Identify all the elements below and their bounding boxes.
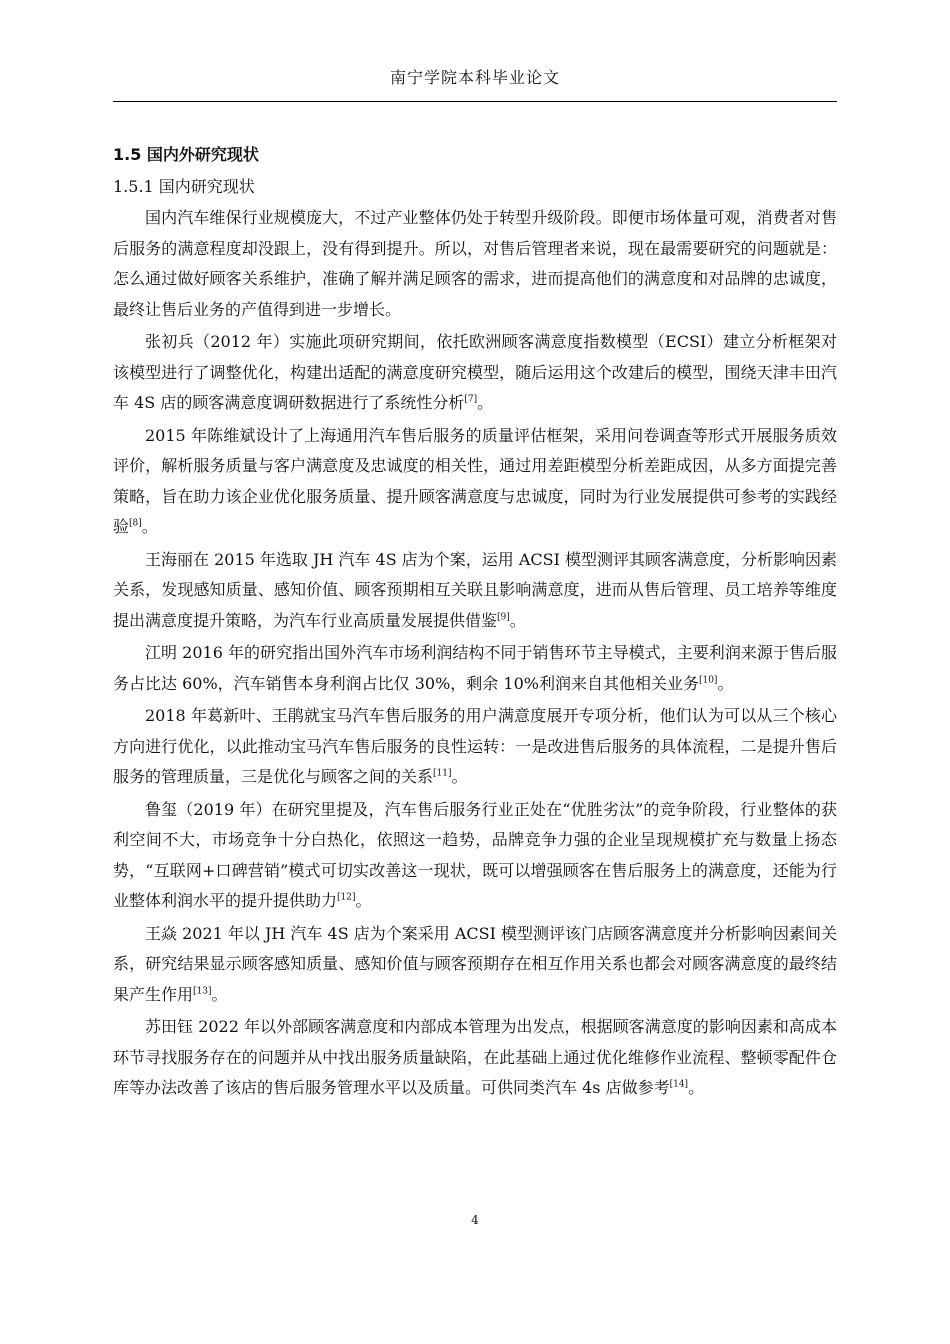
paragraph xyxy=(113,638,837,699)
header-rule xyxy=(113,101,837,102)
paragraph-tail: 。 xyxy=(451,767,468,786)
paragraph-text: 2015 年陈维斌设计了上海通用汽车售后服务的质量评估框架，采用问卷调查等形式开展服务质效评价，解析服务质量与客户满意度及忠诚度的相关性，通过用差距模型分析差距成因，从多方面提完善策略，旨在助力该企业优化服务质量、提升顾客满意度与忠诚度，同时为行业发展提供可参考的实践经验 xyxy=(113,425,837,536)
citation-ref: [14] xyxy=(669,1079,689,1090)
citation-ref: [13] xyxy=(193,986,212,997)
citation-ref: [11] xyxy=(433,768,452,779)
paragraph-tail: 。 xyxy=(509,610,526,630)
paragraph-text: 鲁玺（2019 年）在研究里提及，汽车售后服务行业正处在“优胜劣汰”的竞争阶段，行业整体的获利空间不大，市场竞争十分白热化，依照这一趋势，品牌竞争力强的企业呈现规模扩充与数量上扬态势，“互联网+口碑营销”模式可切实改善这一现状，既可以增强顾客在售后服务上的满意度，还能为行业整体利润水平的提升提供助力 xyxy=(113,799,837,910)
paragraph xyxy=(113,795,837,917)
paragraph-tail: 。 xyxy=(355,891,372,910)
paragraph-tail: 。 xyxy=(717,673,734,693)
paragraph-text: 张初兵（2012 年）实施此项研究期间，依托欧洲顾客满意度指数模型（ECSI）建立分析框架对该模型进行了调整优化，构建出适配的满意度研究模型，随后运用这个改建后的模型，围绕天津丰田汽车 4S 店的顾客满意度调研数据进行了系统性分析 xyxy=(113,332,837,412)
paragraph xyxy=(113,421,837,543)
paragraph xyxy=(113,919,837,1011)
paragraph-text: 王海丽在 2015 年选取 JH 汽车 4S 店为个案，运用 ACSI 模型测评其顾客满意度，分析影响因素关系，发现感知质量、感知价值、顾客预期相互关联且影响满意度，进而从售后管理、员工培养等维度提出满意度提升策略，为汽车行业高质量发展提供借鉴 xyxy=(113,549,837,630)
paragraph xyxy=(113,545,837,637)
paragraph-text: 苏田钰 2022 年以外部顾客满意度和内部成本管理为出发点，根据顾客满意度的影响因素和高成本环节寻找服务存在的问题并从中找出服务质量缺陷，在此基础上通过优化维修作业流程、整顿零配件仓库等办法改善了该店的售后服务管理水平以及质量。可供同类汽车 4s 店做参考 xyxy=(113,1017,837,1097)
paragraph-tail: 。 xyxy=(211,984,228,1004)
paragraph xyxy=(113,701,837,793)
citation-ref: [12] xyxy=(337,892,356,903)
citation-ref: [10] xyxy=(698,675,718,686)
paragraph-text: 2018 年葛新叶、王鹃就宝马汽车售后服务的用户满意度展开专项分析，他们认为可以从三个核心方向进行优化，以此推动宝马汽车售后服务的良性运转：一是改进售后服务的具体流程，二是提升售后服务的管理质量，三是优化与顾客之间的关系 xyxy=(113,706,837,786)
subsection-heading: 1.5.1 国内研究现状 xyxy=(113,177,255,196)
paragraph xyxy=(113,1012,837,1104)
paragraph-text: 国内汽车维保行业规模庞大，不过产业整体仍处于转型升级阶段。即便市场体量可观，消费者对售后服务的满意程度却没跟上，没有得到提升。所以，对售后管理者来说，现在最需要研究的问题就是：怎么通过做好顾客关系维护，准确了解并满足顾客的需求，进而提高他们的满意度和对品牌的忠诚度，最终让售后业务的产值得到进一步增长。 xyxy=(113,208,837,319)
page-header-title: 南宁学院本科毕业论文 xyxy=(389,68,560,87)
page-number: 4 xyxy=(471,1213,479,1227)
paragraph-tail: 。 xyxy=(688,1078,705,1097)
paragraph xyxy=(113,327,837,419)
section-heading: 1.5 国内外研究现状 xyxy=(113,145,259,164)
paragraph-tail: 。 xyxy=(141,517,158,536)
citation-ref: [8] xyxy=(129,518,142,529)
citation-ref: [7] xyxy=(464,394,478,405)
paragraph xyxy=(113,203,837,325)
paragraph-text: 王焱 2021 年以 JH 汽车 4S 店为个案采用 ACSI 模型测评该门店顾客满意度并分析影响因素间关系，研究结果显示顾客感知质量、感知价值与顾客预期存在相互作用关系也都会对顾客满意度的最终结果产生作用 xyxy=(113,923,837,1004)
paragraph-text: 江明 2016 年的研究指出国外汽车市场利润结构不同于销售环节主导模式，主要利润来源于售后服务占比达 60%，汽车销售本身利润占比仅 30%，剩余 10%利润来自其他相关业务 xyxy=(113,643,837,693)
paragraph-tail: 。 xyxy=(477,393,494,412)
citation-ref: [9] xyxy=(497,612,510,623)
page-content xyxy=(113,140,837,1106)
